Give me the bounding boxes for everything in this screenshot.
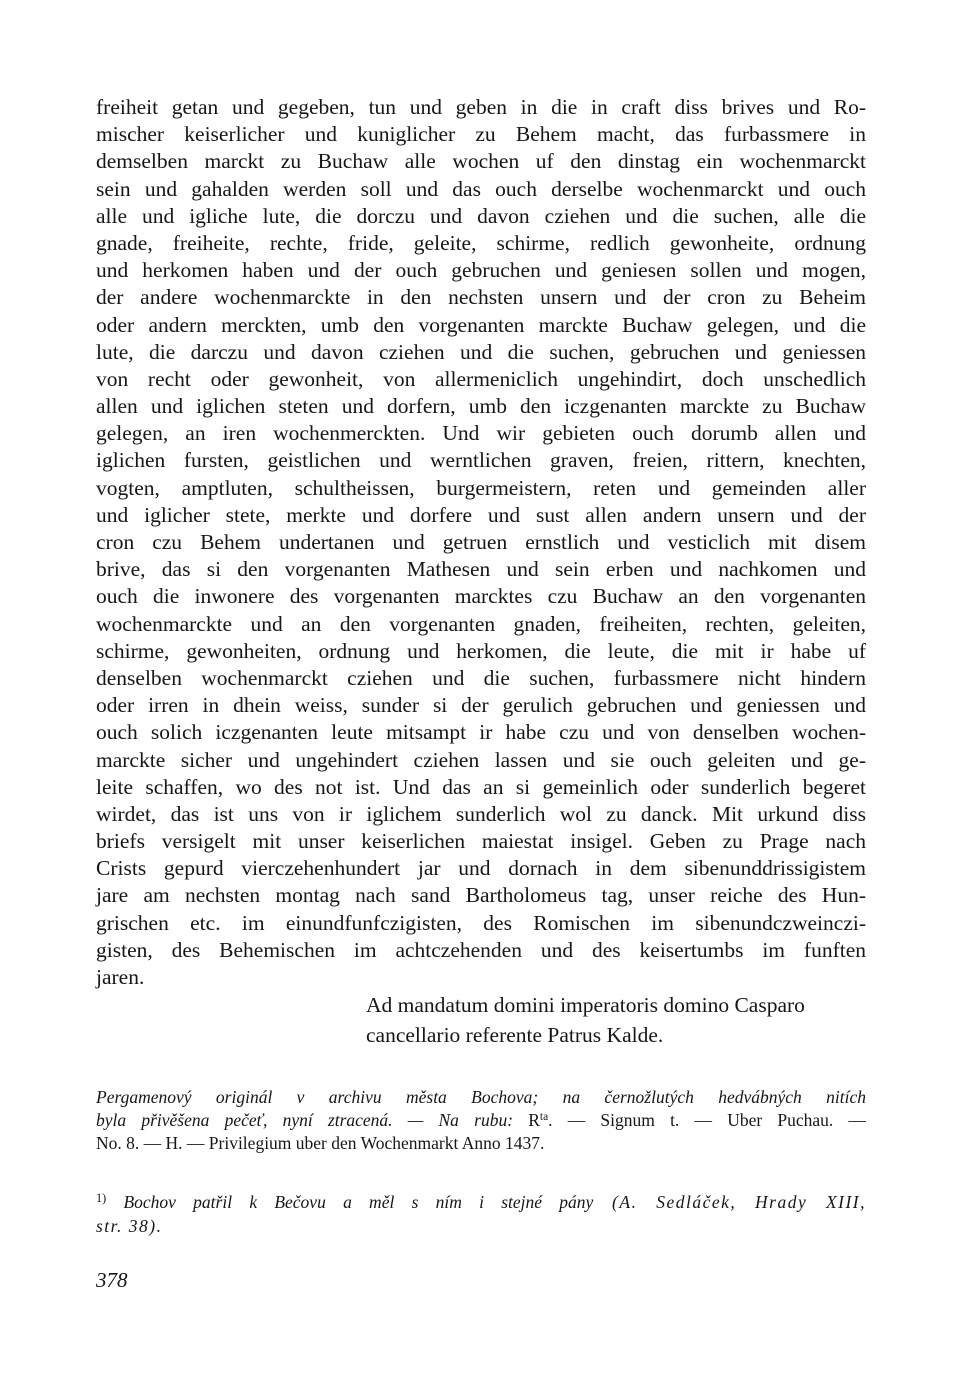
text-line: cron czu Behem undertanen und getruen ernstlich und vesticlich mit disem <box>96 530 866 554</box>
footnote-line <box>96 1190 866 1214</box>
chancery-note <box>366 990 866 1050</box>
text-line: und herkomen haben und der ouch gebruchen und geniesen sollen und mogen, <box>96 258 866 283</box>
text-line: demselben marckt zu Buchaw alle wochen uf den dinstag ein wochenmarckt <box>96 149 866 174</box>
text-line: leite schaffen, wo des not ist. Und das an si gemeinlich oder sunderlich begeret <box>96 774 866 799</box>
text-line: allen und iglichen steten und dorfern, umb den iczgenanten marckte zu Buchaw <box>96 394 866 419</box>
text-line: gelegen, an iren wochenmerckten. Und wir gebieten ouch dorumb allen und <box>96 421 866 446</box>
text-line: wirdet, das ist uns von ir iglichem sunderlich wol zu danck. Mit urkund diss <box>96 801 866 826</box>
archival-note-line <box>96 1109 866 1132</box>
text-line: wochenmarckte und an den vorgenanten gnaden, freiheiten, rechten, geleiten, <box>96 611 866 636</box>
text-line: oder andern merckten, umb den vorgenanten marckte Buchaw gelegen, und die <box>96 312 866 337</box>
text-line: marckte sicher und ungehindert cziehen lassen und sie ouch geleiten und ge- <box>96 747 866 772</box>
text-line: von recht oder gewonheit, von allermeniclich ungehindirt, doch unschedlich <box>96 366 866 391</box>
text-line: oder irren in dhein weiss, sunder si der gerulich gebruchen und geniessen und <box>96 693 866 718</box>
chancery-note-line: Ad mandatum domini imperatoris domino Casparo <box>366 993 805 1017</box>
archival-note-line: Pergamenový originál v archivu města Bochova; na černožlutých hedvábných nitích <box>96 1087 866 1107</box>
text-line: ouch solich iczgenanten leute mitsampt ir habe czu und von denselben wochen- <box>96 720 866 745</box>
chancery-note-line: cancellario referente Patrus Kalde. <box>366 1023 664 1047</box>
text-line: und iglicher stete, merkte und dorfere und sust allen andern unsern und der <box>96 502 866 527</box>
text-line: denselben wochenmarckt cziehen und die suchen, furbassmere nicht hindern <box>96 665 866 690</box>
text-line: Crists gepurd vierczehenhundert jar und dornach in dem sibenunddrissigistem <box>96 856 866 881</box>
text-line: sein und gahalden werden soll und das ouch derselbe wochenmarckt und ouch <box>96 176 866 201</box>
page-number: 378 <box>96 1268 128 1292</box>
text-line: schirme, gewonheiten, ordnung und herkomen, die leute, die mit ir habe uf <box>96 638 866 663</box>
text-line: iglichen fursten, geistlichen und werntlichen graven, freien, rittern, knechten, <box>96 448 866 473</box>
footnote <box>96 1190 866 1238</box>
text-line: der andere wochenmarckte in den nechsten unsern und der cron zu Beheim <box>96 285 866 310</box>
archival-note-line: No. 8. — H. — Privilegium uber den Wochenmarkt Anno 1437. <box>96 1133 545 1153</box>
abbreviation-superscript: ta <box>539 1110 549 1123</box>
footnote-line: str. 38). <box>96 1216 163 1236</box>
text-line: grischen etc. im einundfunfczigisten, des Romischen im sibenundczweinczi- <box>96 910 866 935</box>
text-line: mischer keiserlicher und kuniglicher zu Behem macht, das furbassmere in <box>96 122 866 147</box>
text-line: gisten, des Behemischen im achtczehenden und des keisertumbs im funften <box>96 937 866 962</box>
text-line: freiheit getan und gegeben, tun und geben in die in craft diss brives und Ro- <box>96 95 866 119</box>
charter-text <box>96 94 866 991</box>
text-line: jare am nechsten montag nach sand Bartholomeus tag, unser reiche des Hun- <box>96 883 866 908</box>
archival-note-italic: byla přivěšena pečeť, nyní ztracená. — Na rubu: <box>96 1110 529 1130</box>
text-line: jaren. <box>96 965 145 989</box>
text-line: briefs versigelt mit unser keiserlichen maiestat insigel. Geben zu Prage nach <box>96 829 866 854</box>
text-line: vogten, amptluten, schultheissen, burgermeistern, reten und gemeinden aller <box>96 475 866 500</box>
text-line: brive, das si den vorgenanten Mathesen und sein erben und nachkomen und <box>96 557 866 582</box>
text-line: alle und igliche lute, die dorczu und davon cziehen und die suchen, alle die <box>96 203 866 228</box>
text-line: gnade, freiheite, rechte, fride, geleite, schirme, redlich gewonheite, ordnung <box>96 230 866 255</box>
footnote-citation: (A. Sedláček, Hrady XIII, <box>593 1192 866 1212</box>
text-line: lute, die darczu und davon cziehen und die suchen, gebruchen und geniessen <box>96 339 866 364</box>
footnote-text: Bochov patřil k Bečovu a měl s ním i stejné pány <box>106 1192 594 1212</box>
archival-note <box>96 1086 866 1155</box>
footnote-marker: 1) <box>96 1190 107 1205</box>
archival-note-text: . — Signum t. — Uber Puchau. — <box>548 1110 866 1130</box>
abbreviation: R <box>528 1110 540 1130</box>
text-line: ouch die inwonere des vorgenanten marcktes czu Buchaw an den vorgenanten <box>96 584 866 609</box>
